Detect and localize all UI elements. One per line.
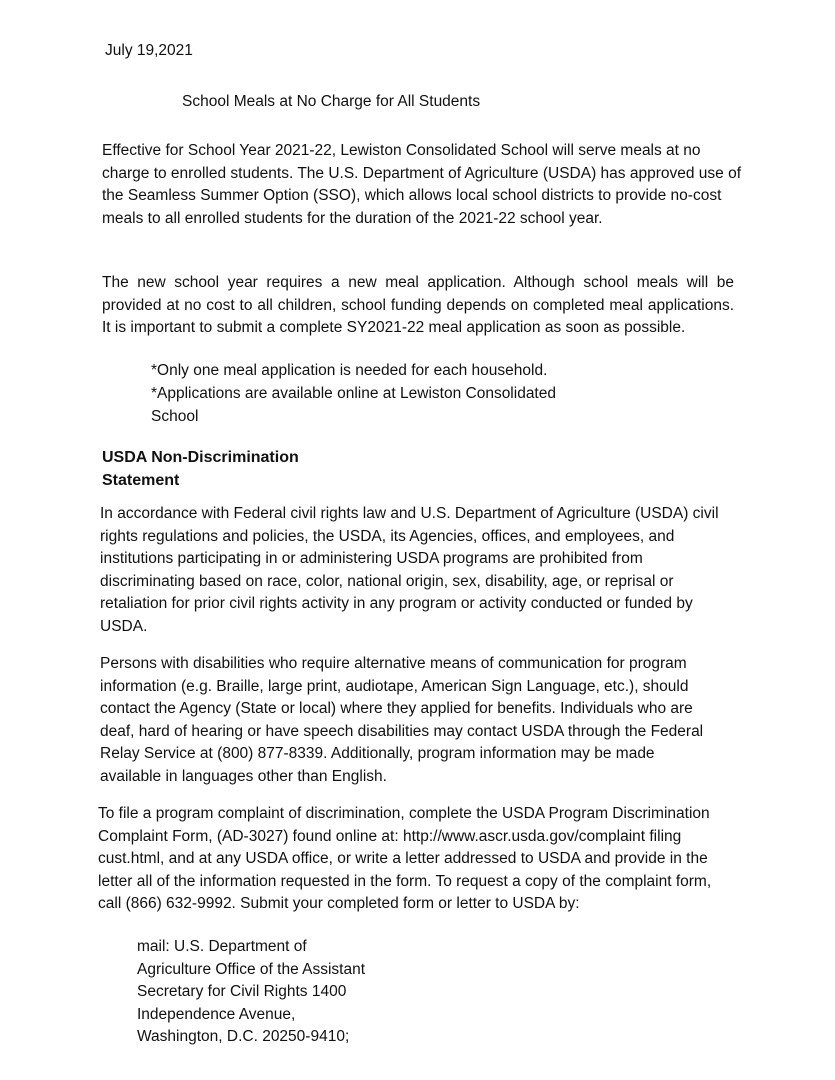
- civil-rights-paragraph: In accordance with Federal civil rights law and U.S. Department of Agriculture (USDA) civil rights regulations and policies, the USDA, its Agencies, offices, and employees, and institutions participating in or administering USDA programs are prohibited from discriminating based on race, color, national origin, sex, disability, age, or reprisal or retaliation for prior civil rights activity in any program or activity conducted or funded by USDA.: [100, 505, 719, 635]
- disabilities-paragraph: Persons with disabilities who require alternative means of communication for program information (e.g. Braille, large print, audiotape, American Sign Language, etc.), should contact the Agency (State or local) where they applied for benefits. Individuals who are deaf, hard of hearing or have speech disabilities may contact USDA through the Federal Relay Service at (800) 877-8339. Additionally, program information may be made available in languages other than English.: [100, 655, 704, 785]
- letter-date: July 19,2021: [105, 42, 193, 59]
- bullet-applications-online: *Applications are available online at Lewiston Consolidated: [151, 385, 556, 402]
- heading-line-1: USDA Non-Discrimination: [102, 449, 299, 466]
- application-paragraph: The new school year requires a new meal application. Although school meals will be provided at no cost to all children, school funding depends on completed meal applications. It is important to submit a complete SY2021-22 meal application as soon as possible.: [102, 274, 734, 337]
- address-line: Agriculture Office of the Assistant: [137, 960, 366, 978]
- bullet-one-application: *Only one meal application is needed for each household.: [151, 362, 548, 379]
- bullet-applications-online-cont: School: [151, 408, 199, 425]
- address-line: Washington, D.C. 20250-9410;: [137, 1028, 350, 1046]
- letter-title: School Meals at No Charge for All Students: [182, 93, 481, 110]
- intro-paragraph: Effective for School Year 2021-22, Lewiston Consolidated School will serve meals at no charge to enrolled students. The U.S. Department of Agriculture (USDA) has approved use of the Seamless Summer Option (SSO), which allows local school districts to provide no-cost meals to all enrolled students for the duration of the 2021-22 school year.: [102, 142, 741, 227]
- address-line: mail: U.S. Department of: [137, 938, 307, 955]
- address-line: Secretary for Civil Rights 1400: [137, 983, 347, 1001]
- nondiscrimination-heading: [102, 447, 299, 492]
- complaint-paragraph: To file a program complaint of discrimination, complete the USDA Program Discrimination Complaint Form, (AD-3027) found online at: http://www.ascr.usda.gov/complaint filing cust.html, and at any USDA office, or write a letter addressed to USDA and provide in the letter all of the information requested in the form. To request a copy of the complaint form, call (866) 632-9992. Submit your completed form or letter to USDA by:: [98, 805, 712, 913]
- heading-line-2: Statement: [102, 471, 180, 489]
- mailing-address: [137, 936, 365, 1049]
- address-line: Independence Avenue,: [137, 1005, 296, 1023]
